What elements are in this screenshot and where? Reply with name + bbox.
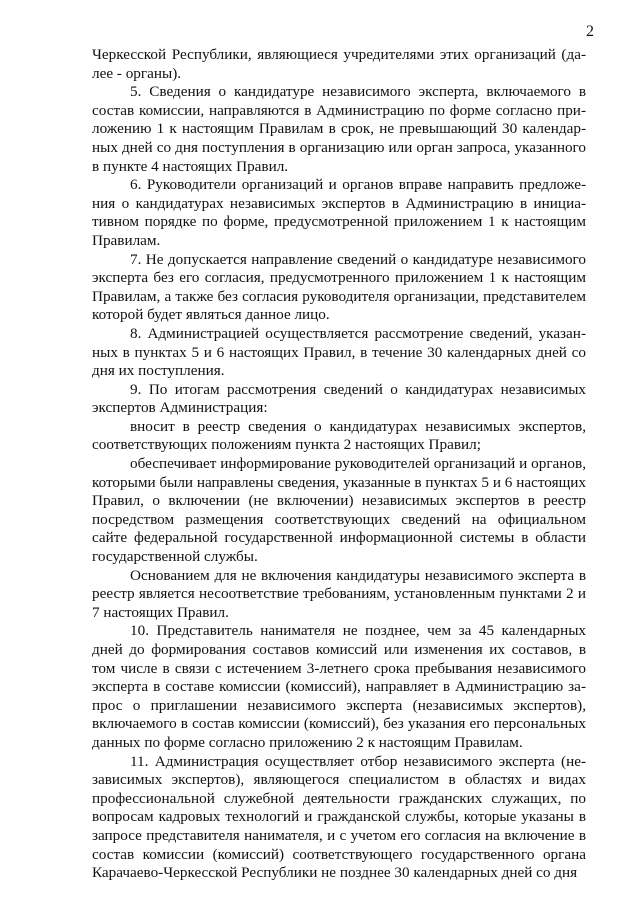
paragraph-item-9-sub-1: вносит в реестр сведения о кандидатурах независимых экспертов, соответствующих положениям пункта 2 настоящих Правил; xyxy=(92,417,586,454)
paragraph-item-7: 7. Не допускается направление сведений о кандидатуре независимого эксперта без его согласия, предусмотренного приложением 1 к настоящим Правилам, а также без согласия руководителя организации, представителем которой будет являться данное лицо. xyxy=(92,250,586,324)
paragraph-item-9-sub-2: обеспечивает информирование руководителей организаций и органов, которыми были направлены сведения, указанные в пунктах 5 и 6 настоящих Правил, о включении (не включении) независимых экспертов в реестр посредством размещения соответствующих сведений на официальном сайте федеральной государственной информационной системы в области государственной службы. xyxy=(92,455,586,566)
paragraph-item-5: 5. Сведения о кандидатуре независимого эксперта, включаемого в состав комиссии, направляются в Администрацию по форме согласно приложению 1 к настоящим Правилам в срок, не превышающий 30 календарных дней со дня поступления в организацию или орган запроса, указанного в пункте 4 настоящих Правил. xyxy=(92,83,586,175)
page-number: 2 xyxy=(586,23,594,40)
paragraph-item-9-basis: Основанием для не включения кандидатуры независимого эксперта в реестр является несоответствие требованиям, установленным пунктами 2 и 7 настоящих Правил. xyxy=(92,566,586,621)
paragraph-item-6: 6. Руководители организаций и органов вправе направить предложения о кандидатурах независимых экспертов в Администрацию в инициативном порядке по форме, предусмотренной приложением 1 к настоящим Правилам. xyxy=(92,176,586,249)
paragraph-item-8: 8. Администрацией осуществляется рассмотрение сведений, указанных в пунктах 5 и 6 настоящих Правил, в течение 30 календарных дней со дня их поступления. xyxy=(92,324,586,380)
paragraph-continuation: Черкесской Республики, являющиеся учредителями этих организаций (далее - органы). xyxy=(92,46,586,82)
paragraph-item-9: 9. По итогам рассмотрения сведений о кандидатурах независимых экспертов Администрация: xyxy=(92,380,586,417)
paragraph-item-11: 11. Администрация осуществляет отбор независимого эксперта (независимых экспертов), являющегося специалистом в областях и видах профессиональной служебной деятельности гражданских служащих, по вопросам кадровых технологий и гражданской службы, которые указаны в запросе представителя нанимателя, и с учетом его согласия на включение в состав комиссии (комиссий) соответствующего государственного органа Карачаево-Черкесской Республики не позднее 30 календарных дней со дня xyxy=(92,752,586,882)
document-body xyxy=(92,46,586,883)
paragraph-item-10: 10. Представитель нанимателя не позднее, чем за 45 календарных дней до формирования составов комиссий или изменения их составов, в том числе в связи с истечением 3-летнего срока пребывания независимого эксперта в составе комиссии (комиссий), направляет в Администрацию запрос о приглашении независимого эксперта (независимых экспертов), включаемого в состав комиссии (комиссий), без указания его персональных данных по форме согласно приложению 2 к настоящим Правилам. xyxy=(92,622,586,751)
